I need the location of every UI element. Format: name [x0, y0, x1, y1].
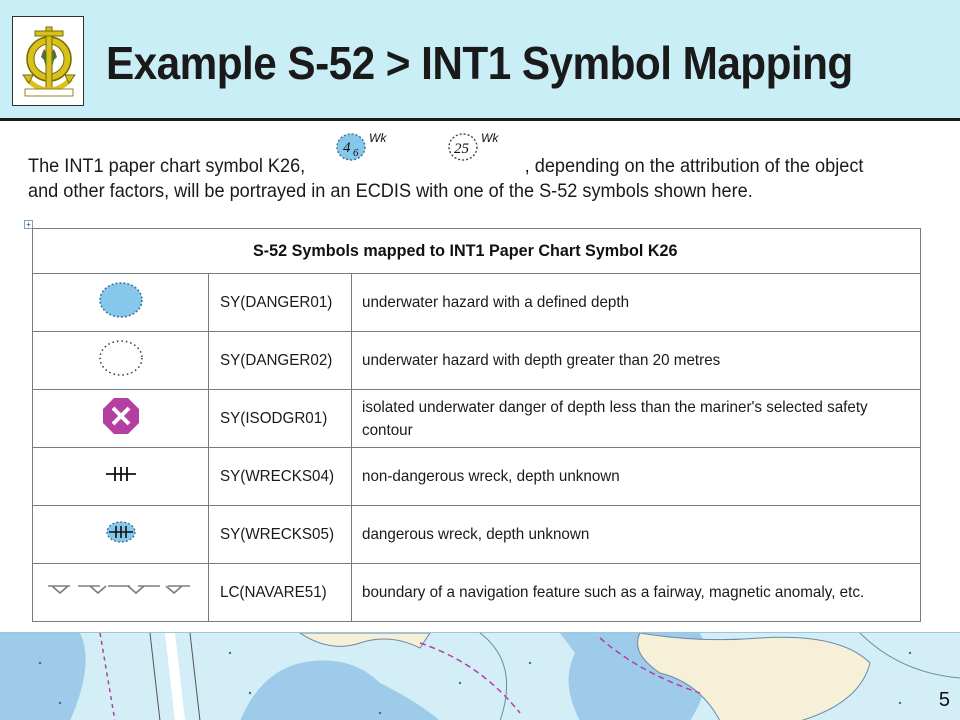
header-divider	[0, 118, 960, 121]
intro-text-start: The INT1 paper chart symbol K26,	[28, 155, 306, 177]
symbol-code: SY(WRECKS05)	[209, 506, 352, 564]
symbol-cell	[33, 506, 209, 564]
symbol-cell	[33, 390, 209, 448]
logo	[12, 16, 84, 106]
nautical-chart-image	[0, 632, 960, 720]
wreck-cross-icon	[101, 462, 141, 486]
k26-wreck-label: Wk	[369, 131, 387, 145]
symbol-code: LC(NAVARE51)	[209, 564, 352, 622]
page-number: 5	[938, 689, 950, 711]
symbol-cell	[33, 448, 209, 506]
table-row	[33, 506, 921, 564]
iho-anchor-emblem-icon	[13, 17, 85, 107]
table-row	[33, 332, 921, 390]
dotted-danger-ellipse-icon	[96, 338, 146, 378]
table-row	[33, 564, 921, 622]
symbol-description: boundary of a navigation feature such as a fairway, magnetic anomaly, etc.	[352, 564, 921, 622]
symbol-description: dangerous wreck, depth unknown	[352, 506, 921, 564]
symbol-cell	[33, 332, 209, 390]
symbol-cell	[33, 564, 209, 622]
symbol-cell	[33, 274, 209, 332]
symbol-code: SY(WRECKS04)	[209, 448, 352, 506]
symbol-code: SY(DANGER01)	[209, 274, 352, 332]
page-title: Example S-52 > INT1 Symbol Mapping	[106, 37, 853, 89]
table-row	[33, 274, 921, 332]
k26-depth-value: 4	[343, 140, 351, 156]
nautical-chart-graphic	[0, 633, 960, 720]
intro-paragraph	[28, 154, 882, 204]
symbol-mapping-table	[32, 228, 921, 622]
magenta-isolated-danger-icon	[99, 394, 143, 438]
table-move-handle[interactable]: +	[24, 220, 33, 229]
symbol-code: SY(DANGER02)	[209, 332, 352, 390]
filled-blue-danger-ellipse-icon	[96, 280, 146, 320]
wreck-in-blue-ellipse-icon	[101, 517, 141, 547]
k26-depth-value: 25	[454, 141, 469, 157]
symbol-description: underwater hazard with a defined depth	[352, 274, 921, 332]
table-title: S-52 Symbols mapped to INT1 Paper Chart Symbol K26	[33, 229, 921, 274]
table-row	[33, 390, 921, 448]
table-row	[33, 448, 921, 506]
symbol-description: isolated underwater danger of depth less than the mariner's selected safety contour	[352, 390, 921, 448]
symbol-description: underwater hazard with depth greater than 20 metres	[352, 332, 921, 390]
k26-depth-subscript: 6	[353, 147, 359, 159]
slide-header	[0, 0, 960, 118]
table-header-row	[33, 229, 921, 274]
symbol-description: non-dangerous wreck, depth unknown	[352, 448, 921, 506]
intro-text-end: , depending on the attribution of the object and other factors, will be portrayed in an ECDIS with one of the S-52 symbols shown here.	[28, 155, 864, 202]
k26-wreck-label: Wk	[481, 131, 499, 145]
navarea-boundary-line-icon	[46, 580, 196, 600]
symbol-code: SY(ISODGR01)	[209, 390, 352, 448]
